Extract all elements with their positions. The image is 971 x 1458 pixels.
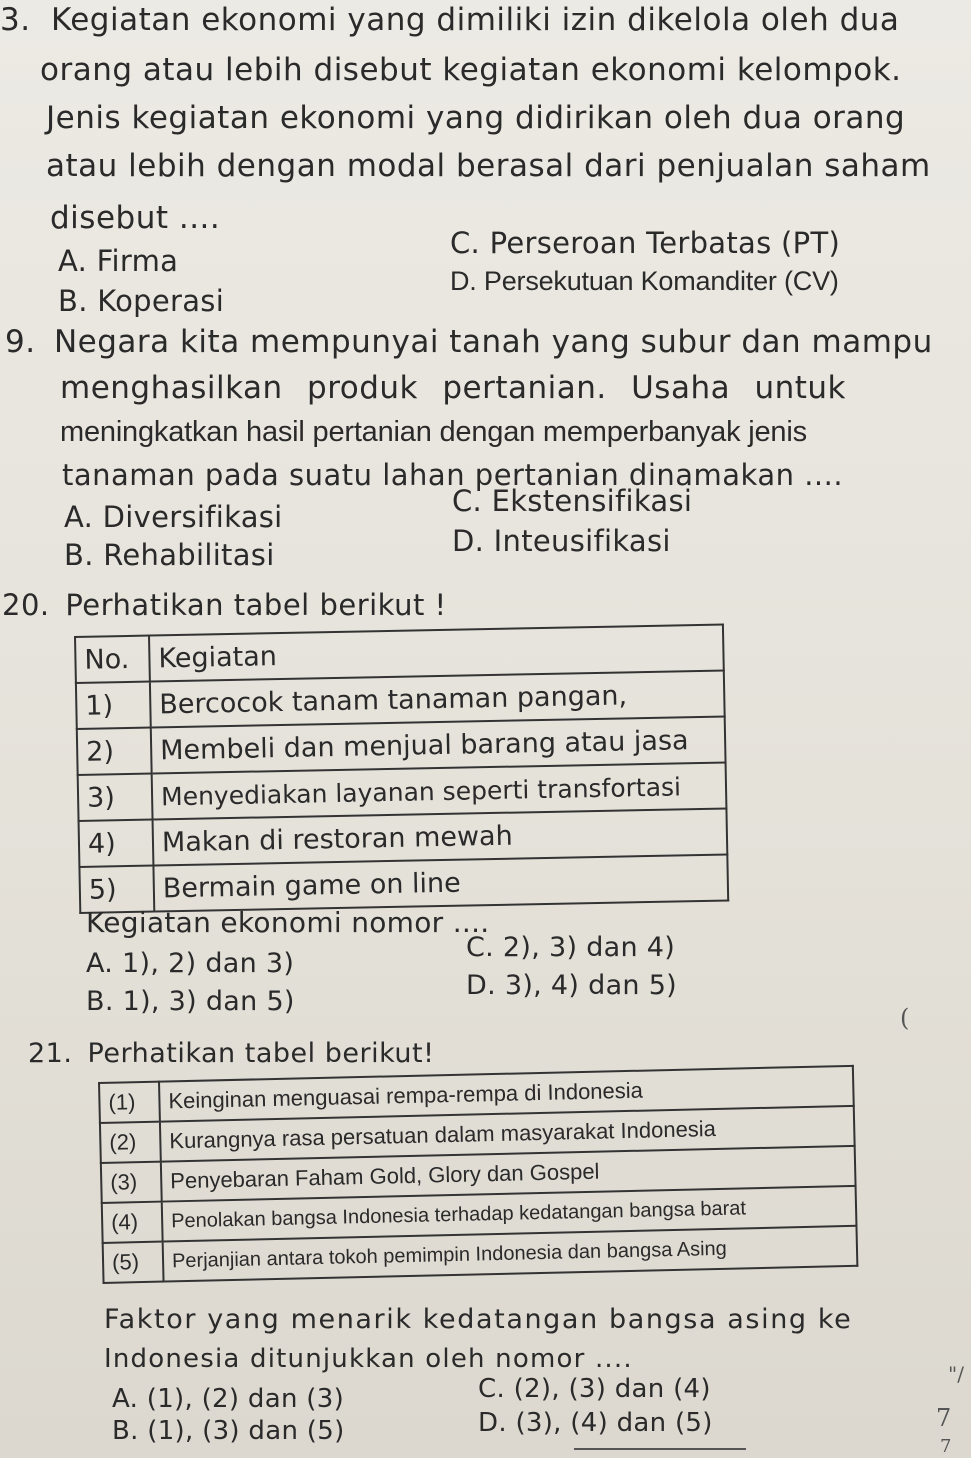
q21-option-a[interactable]: A. (1), (2) dan (3) <box>112 1384 345 1414</box>
q18-number: 3. <box>0 2 31 38</box>
table-cell-activity: Menyediakan layanan seperti transfortasi <box>152 763 727 820</box>
q18-line-2: orang atau lebih disebut kegiatan ekonomi kelompok. <box>40 52 902 88</box>
table-cell-factor: Penyebaran Faham Gold, Glory dan Gospel <box>161 1146 856 1202</box>
q19-option-d[interactable]: D. Inteusifikasi <box>452 524 671 558</box>
table-header-kegiatan: Kegiatan <box>149 625 724 682</box>
q19-option-b[interactable]: B. Rehabilitasi <box>64 538 275 572</box>
q18-line-5: disebut .... <box>50 200 221 236</box>
q21-factor-table <box>98 1065 858 1284</box>
table-cell-no: 5) <box>79 866 154 913</box>
table-cell-no: 3) <box>78 774 153 821</box>
q21-option-c[interactable]: C. (2), (3) dan (4) <box>478 1374 711 1404</box>
q18-line-4: atau lebih dengan modal berasal dari penjualan saham <box>46 148 931 184</box>
q20-prompt: Perhatikan tabel berikut ! <box>65 588 447 622</box>
q19-line-2: menghasilkan produk pertanian. Usaha untuk <box>60 370 847 406</box>
q19-line-4: tanaman pada suatu lahan pertanian dinamakan .... <box>62 458 844 492</box>
table-cell-no: 1) <box>76 682 151 729</box>
table-cell-no: 4) <box>79 820 154 867</box>
q19-line-3: meningkatkan hasil pertanian dengan memperbanyak jenis <box>60 416 807 448</box>
pencil-mark-icon: 7 <box>940 1436 952 1457</box>
q20-option-a[interactable]: A. 1), 2) dan 3) <box>86 948 295 979</box>
table-cell-no: 2) <box>77 728 152 775</box>
q19-text-1: Negara kita mempunyai tanah yang subur dan mampu <box>53 324 933 360</box>
table-cell-factor: Perjanjian antara tokoh pemimpin Indonesia dan bangsa Asing <box>163 1226 858 1282</box>
pencil-mark-icon: ( <box>900 1004 910 1032</box>
q18-text-1: Kegiatan ekonomi yang dimiliki izin dikelola oleh dua <box>50 2 900 38</box>
q19-line-1 <box>5 324 933 360</box>
q19-number: 9. <box>5 324 36 360</box>
q21-heading <box>28 1038 434 1069</box>
table-cell-activity: Bermain game on line <box>153 854 728 911</box>
pencil-underline <box>574 1448 746 1450</box>
table-cell-no: (1) <box>99 1082 160 1123</box>
table-cell-no: (5) <box>103 1242 164 1283</box>
pencil-mark-icon: "/ <box>948 1362 964 1386</box>
q20-number: 20. <box>2 588 50 622</box>
pencil-mark-icon: 7 <box>936 1404 952 1432</box>
table-cell-activity: Bercocok tanam tanaman pangan, <box>150 671 725 728</box>
q18-line-3: Jenis kegiatan ekonomi yang didirikan oleh dua orang <box>46 100 906 136</box>
q20-question: Kegiatan ekonomi nomor .... <box>86 906 490 939</box>
table-header-no: No. <box>75 636 150 683</box>
q20-option-b[interactable]: B. 1), 3) dan 5) <box>86 986 295 1017</box>
q18-option-d[interactable]: D. Persekutuan Komanditer (CV) <box>450 266 839 296</box>
q21-prompt: Perhatikan tabel berikut! <box>87 1038 435 1069</box>
q20-heading <box>2 588 447 622</box>
table-cell-no: (3) <box>101 1162 162 1203</box>
q21-option-b[interactable]: B. (1), (3) dan (5) <box>112 1416 345 1446</box>
table-cell-factor: Kurangnya rasa persatuan dalam masyarakat Indonesia <box>160 1106 855 1162</box>
q20-option-d[interactable]: D. 3), 4) dan 5) <box>466 970 678 1001</box>
q20-option-c[interactable]: C. 2), 3) dan 4) <box>466 932 676 963</box>
q18-option-c[interactable]: C. Perseroan Terbatas (PT) <box>450 226 841 260</box>
table-cell-factor: Penolakan bangsa Indonesia terhadap kedatangan bangsa barat <box>162 1186 857 1242</box>
q18-line-1 <box>0 2 899 38</box>
q21-option-d[interactable]: D. (3), (4) dan (5) <box>478 1408 713 1438</box>
table-cell-no: (4) <box>102 1202 163 1243</box>
table-cell-factor: Keinginan menguasai rempa-rempa di Indonesia <box>159 1066 854 1122</box>
table-cell-no: (2) <box>100 1122 161 1163</box>
q18-option-a[interactable]: A. Firma <box>58 244 179 278</box>
q20-activity-table <box>74 624 729 914</box>
q21-question-line-1: Faktor yang menarik kedatangan bangsa asing ke <box>104 1304 853 1335</box>
q18-option-b[interactable]: B. Koperasi <box>58 284 225 318</box>
q19-option-a[interactable]: A. Diversifikasi <box>64 500 283 534</box>
q21-number: 21. <box>28 1038 73 1069</box>
q21-question-line-2: Indonesia ditunjukkan oleh nomor .... <box>104 1344 633 1374</box>
table-cell-activity: Membeli dan menjual barang atau jasa <box>151 717 726 774</box>
q19-option-c[interactable]: C. Ekstensifikasi <box>452 484 693 518</box>
table-cell-activity: Makan di restoran mewah <box>153 809 728 866</box>
